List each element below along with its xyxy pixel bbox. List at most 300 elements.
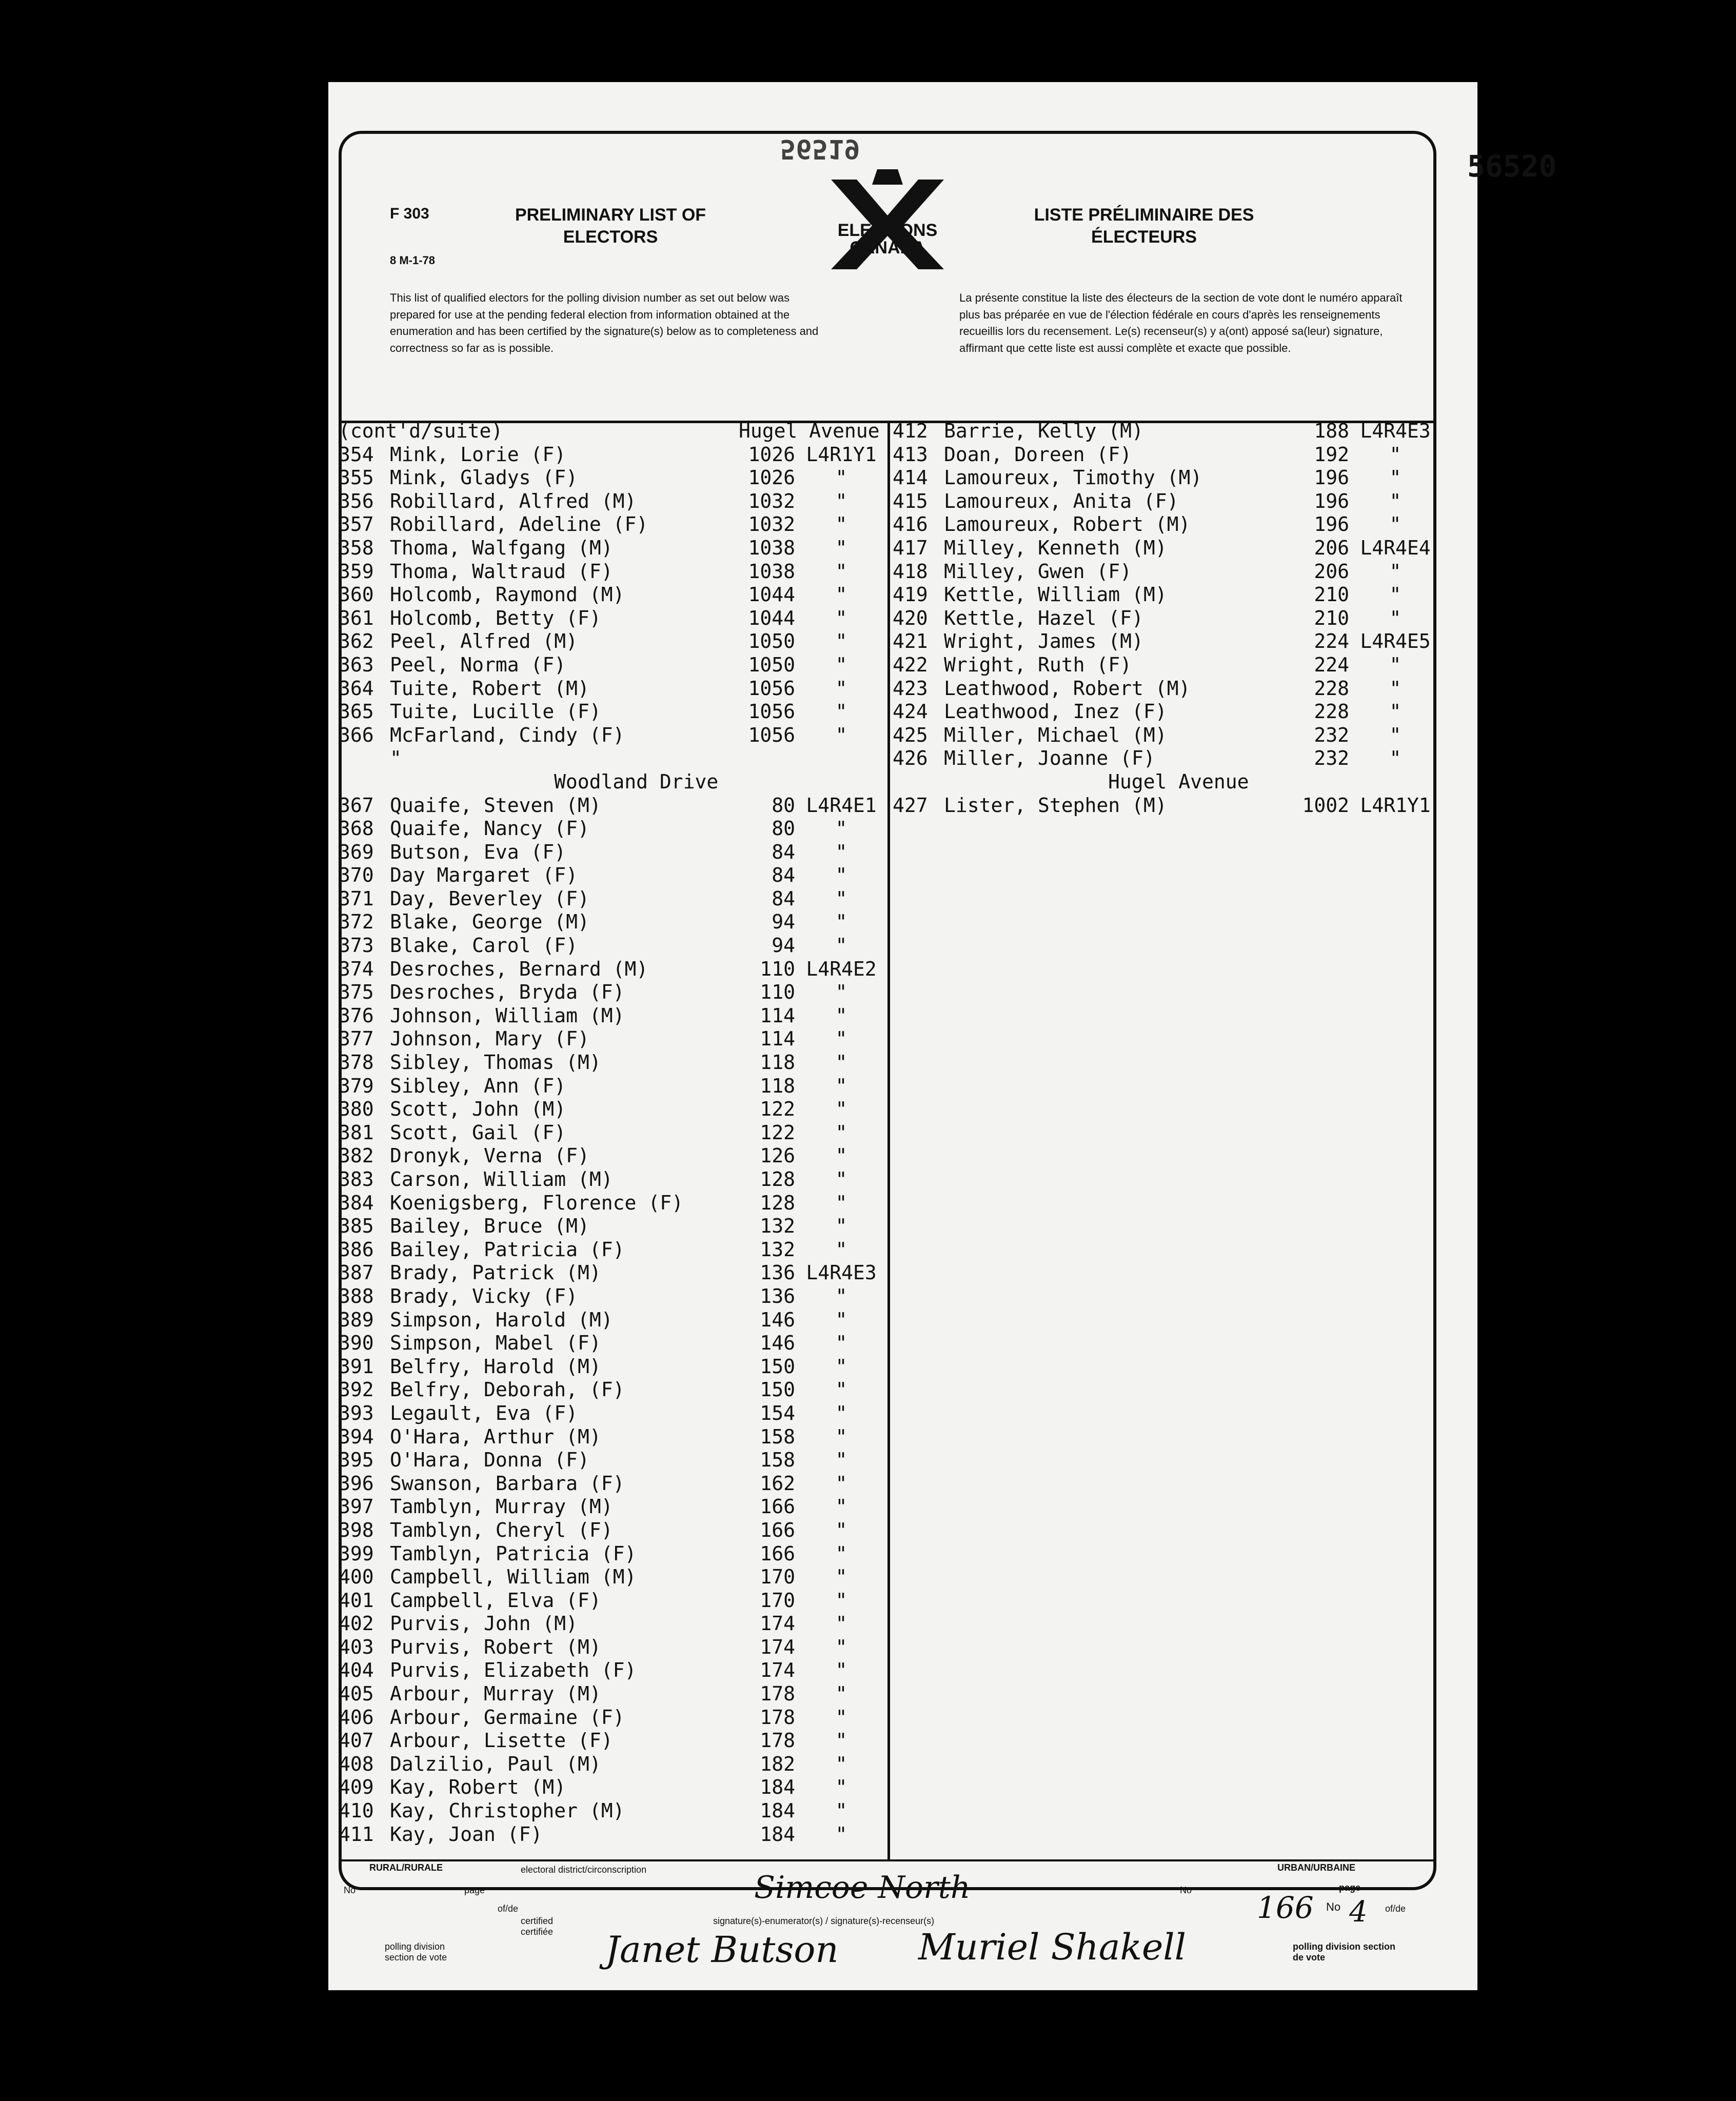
postal-code: " xyxy=(835,700,847,723)
house-number: 232 xyxy=(1314,747,1349,770)
postal-code: " xyxy=(835,1635,847,1658)
elector-name: Blake, Carol (F) xyxy=(390,934,578,957)
elector-number: 414 xyxy=(893,466,928,489)
postal-code: L4R1Y1 xyxy=(806,443,877,466)
postal-code: " xyxy=(835,1822,847,1846)
postal-code: " xyxy=(835,630,847,653)
postal-code: " xyxy=(835,653,847,676)
elector-name: Arbour, Germaine (F) xyxy=(390,1706,625,1729)
elector-name: Tamblyn, Cheryl (F) xyxy=(390,1518,613,1541)
elector-row xyxy=(893,607,1436,630)
elector-row xyxy=(339,1309,883,1332)
elector-number: 409 xyxy=(339,1776,374,1799)
house-number: 128 xyxy=(760,1191,795,1214)
elector-number: 383 xyxy=(339,1168,374,1191)
elector-name: Mink, Gladys (F) xyxy=(390,466,578,489)
elector-name: Campbell, William (M) xyxy=(390,1565,637,1589)
postal-code: " xyxy=(835,583,847,606)
elector-row xyxy=(339,1823,883,1847)
rural-label: RURAL/RURALE xyxy=(369,1862,443,1873)
house-number: 162 xyxy=(760,1472,795,1495)
elector-row xyxy=(339,653,883,677)
house-number: 1056 xyxy=(748,677,795,700)
house-number: 1050 xyxy=(748,653,795,676)
house-number: 84 xyxy=(772,887,795,910)
elector-row xyxy=(339,1285,883,1309)
elector-name: Scott, Gail (F) xyxy=(390,1121,566,1144)
house-number: 126 xyxy=(760,1144,795,1167)
elector-name: Arbour, Lisette (F) xyxy=(390,1729,613,1752)
house-number: 224 xyxy=(1314,630,1349,653)
house-number: 1038 xyxy=(748,560,795,583)
certified-label: certified certifiée xyxy=(521,1916,554,1937)
elector-row xyxy=(339,1027,883,1051)
house-number: 122 xyxy=(760,1098,795,1121)
house-number: 128 xyxy=(760,1168,795,1191)
polling-number: 166 xyxy=(1257,1890,1314,1925)
postal-code: " xyxy=(835,1682,847,1706)
elector-name: Johnson, Mary (F) xyxy=(390,1027,589,1050)
elector-name: Quaife, Nancy (F) xyxy=(390,817,589,840)
elector-number: 387 xyxy=(339,1261,374,1284)
elector-name: Desroches, Bernard (M) xyxy=(390,957,648,980)
postal-code: " xyxy=(835,1238,847,1261)
elector-number: 386 xyxy=(339,1238,374,1261)
house-number: 1044 xyxy=(748,606,795,629)
postal-code: " xyxy=(835,864,847,887)
house-number: 1056 xyxy=(748,723,795,746)
postal-code: " xyxy=(835,1004,847,1027)
elector-row xyxy=(893,630,1436,653)
house-number: 94 xyxy=(772,910,795,934)
postal-code: " xyxy=(835,910,847,934)
postal-code: " xyxy=(835,1518,847,1541)
postal-code: " xyxy=(835,1589,847,1612)
house-number: 1056 xyxy=(748,700,795,723)
elector-number: 367 xyxy=(339,794,374,817)
postal-code: " xyxy=(1389,653,1402,676)
elector-number: 406 xyxy=(339,1706,374,1729)
elector-number: 388 xyxy=(339,1284,374,1307)
elector-name: Lamoureux, Anita (F) xyxy=(944,489,1179,512)
elector-name: Carson, William (M) xyxy=(390,1168,613,1191)
elector-row xyxy=(339,1378,883,1402)
elector-number: 400 xyxy=(339,1565,374,1589)
house-number: 114 xyxy=(760,1004,795,1027)
elector-number: 365 xyxy=(339,700,374,723)
elector-number: 402 xyxy=(339,1612,374,1635)
elector-number: 369 xyxy=(339,840,374,863)
elector-name: Miller, Michael (M) xyxy=(944,723,1167,746)
elector-number: 385 xyxy=(339,1215,374,1238)
elector-row xyxy=(893,490,1436,513)
elector-name: Milley, Kenneth (M) xyxy=(944,536,1167,559)
signature-label: signature(s)-enumerator(s) / signature(s)-recenseur(s) xyxy=(713,1916,935,1926)
house-number: 192 xyxy=(1314,443,1349,466)
postal-code: L4R4E1 xyxy=(806,794,877,817)
elector-row xyxy=(339,1449,883,1472)
elector-row xyxy=(339,1589,883,1613)
elector-number: 354 xyxy=(339,443,374,466)
elector-number: 362 xyxy=(339,630,374,653)
house-number: 154 xyxy=(760,1401,795,1424)
elector-name: Tuite, Lucille (F) xyxy=(390,700,601,723)
elector-row xyxy=(339,1542,883,1566)
postal-code: " xyxy=(835,1191,847,1214)
house-number: 188 xyxy=(1314,420,1349,442)
elector-row xyxy=(893,513,1436,537)
elector-row xyxy=(339,770,883,794)
elector-name: Purvis, Robert (M) xyxy=(390,1635,601,1658)
elector-row xyxy=(339,1495,883,1519)
elector-number: 420 xyxy=(893,606,928,629)
elector-number: 427 xyxy=(893,794,928,817)
postal-code: " xyxy=(835,1799,847,1822)
elector-row xyxy=(339,1776,883,1799)
house-number: 210 xyxy=(1314,583,1349,606)
house-number: 178 xyxy=(760,1682,795,1706)
elector-row xyxy=(339,490,883,513)
elector-number: 412 xyxy=(893,420,928,442)
house-number: 232 xyxy=(1314,723,1349,746)
postal-code: " xyxy=(1389,723,1402,746)
postal-code: " xyxy=(835,536,847,559)
postal-code: " xyxy=(835,1051,847,1074)
house-number: 158 xyxy=(760,1449,795,1472)
house-number: 132 xyxy=(760,1215,795,1238)
postal-code: L4R4E5 xyxy=(1360,630,1431,653)
house-number: 196 xyxy=(1314,513,1349,536)
elector-row xyxy=(339,1706,883,1730)
elector-number: 398 xyxy=(339,1518,374,1541)
elector-name: McFarland, Cindy (F) xyxy=(390,723,625,746)
elector-name: Bailey, Bruce (M) xyxy=(390,1215,589,1238)
house-number: 136 xyxy=(760,1284,795,1307)
postal-code: L4R4E2 xyxy=(806,957,877,980)
elector-name: Brady, Vicky (F) xyxy=(390,1284,578,1307)
elector-row xyxy=(893,700,1436,724)
elector-name: Peel, Norma (F) xyxy=(390,653,566,676)
elector-name: Kay, Joan (F) xyxy=(390,1822,543,1846)
house-number: 170 xyxy=(760,1565,795,1589)
elector-row xyxy=(339,1565,883,1589)
elector-row xyxy=(339,958,883,981)
elector-row xyxy=(339,724,883,747)
elector-row xyxy=(893,560,1436,584)
house-number: 184 xyxy=(760,1822,795,1846)
house-number: 80 xyxy=(772,794,795,817)
elector-name: Desroches, Bryda (F) xyxy=(390,981,625,1004)
elector-row xyxy=(339,1519,883,1542)
elector-name: Kay, Christopher (M) xyxy=(390,1799,625,1822)
elector-row xyxy=(339,700,883,724)
elector-row xyxy=(339,1636,883,1659)
elector-number: 380 xyxy=(339,1098,374,1121)
elector-number: (cont'd/suite) xyxy=(339,420,503,442)
elector-row xyxy=(339,1168,883,1192)
elector-name: Tuite, Robert (M) xyxy=(390,677,589,700)
house-number: 228 xyxy=(1314,677,1349,700)
postal-code: " xyxy=(835,723,847,746)
elector-number: 358 xyxy=(339,536,374,559)
elector-name: Thoma, Walfgang (M) xyxy=(390,536,613,559)
elector-name: Lamoureux, Robert (M) xyxy=(944,513,1191,536)
elector-name: Sibley, Thomas (M) xyxy=(390,1051,601,1074)
elector-number: 403 xyxy=(339,1635,374,1658)
elector-number: 363 xyxy=(339,653,374,676)
elector-name: Purvis, Elizabeth (F) xyxy=(390,1659,637,1682)
elector-row xyxy=(893,794,1436,818)
elector-row xyxy=(893,537,1436,560)
of-label-rural: of/de xyxy=(498,1904,519,1914)
district-value: Simcoe North xyxy=(754,1870,971,1906)
house-number: 174 xyxy=(760,1635,795,1658)
house-number: 184 xyxy=(760,1799,795,1822)
house-number: 206 xyxy=(1314,536,1349,559)
elector-name: Johnson, William (M) xyxy=(390,1004,625,1027)
elector-number: 374 xyxy=(339,957,374,980)
elector-name: Barrie, Kelly (M) xyxy=(944,420,1143,442)
elector-name: Doan, Doreen (F) xyxy=(944,443,1132,466)
elector-row xyxy=(339,1004,883,1028)
elector-number: 397 xyxy=(339,1495,374,1518)
elector-row xyxy=(893,653,1436,677)
postal-code: " xyxy=(835,489,847,512)
elector-row xyxy=(339,1261,883,1285)
elector-name: Day Margaret (F) xyxy=(390,864,578,887)
postal-code: " xyxy=(835,1308,847,1331)
house-number: 166 xyxy=(760,1495,795,1518)
postal-code: L4R4E3 xyxy=(1360,420,1431,442)
postal-code: " xyxy=(835,677,847,700)
elector-name: Campbell, Elva (F) xyxy=(390,1589,601,1612)
house-number: 170 xyxy=(760,1589,795,1612)
house-number: 158 xyxy=(760,1425,795,1448)
elector-row xyxy=(339,1472,883,1496)
elector-number: 378 xyxy=(339,1051,374,1074)
elector-number: 419 xyxy=(893,583,928,606)
elector-number: 407 xyxy=(339,1729,374,1752)
elector-name: Kay, Robert (M) xyxy=(390,1776,566,1799)
elector-number: 399 xyxy=(339,1542,374,1565)
house-number: 174 xyxy=(760,1659,795,1682)
no-label: No xyxy=(344,1885,356,1895)
house-number: Hugel Avenue xyxy=(739,420,880,442)
elector-name: Brady, Patrick (M) xyxy=(390,1261,601,1284)
elector-row xyxy=(339,1355,883,1379)
house-number: 206 xyxy=(1314,560,1349,583)
postal-code: " xyxy=(835,1168,847,1191)
elector-row xyxy=(339,1098,883,1121)
elector-name: Kettle, Hazel (F) xyxy=(944,606,1143,629)
elector-number: 418 xyxy=(893,560,928,583)
elector-number: 357 xyxy=(339,513,374,536)
elector-name: Bailey, Patricia (F) xyxy=(390,1238,625,1261)
elector-row xyxy=(339,537,883,560)
house-number: 228 xyxy=(1314,700,1349,723)
elector-row xyxy=(339,1215,883,1238)
elector-row xyxy=(339,1075,883,1098)
house-number: 184 xyxy=(760,1776,795,1799)
postal-code: " xyxy=(1389,583,1402,606)
elector-row xyxy=(893,677,1436,701)
postal-code: " xyxy=(835,1425,847,1448)
elector-name: Scott, John (M) xyxy=(390,1098,566,1121)
elector-name: Holcomb, Raymond (M) xyxy=(390,583,625,606)
elector-number: 373 xyxy=(339,934,374,957)
elector-row xyxy=(339,1799,883,1823)
elector-row xyxy=(339,443,883,467)
house-number: 132 xyxy=(760,1238,795,1261)
house-number: 1038 xyxy=(748,536,795,559)
elector-row xyxy=(339,1402,883,1425)
elector-name: Robillard, Adeline (F) xyxy=(390,513,648,536)
postal-code: " xyxy=(1389,513,1402,536)
elector-number: 394 xyxy=(339,1425,374,1448)
postal-code: L4R4E3 xyxy=(806,1261,877,1284)
elector-name: Arbour, Murray (M) xyxy=(390,1682,601,1706)
postal-code: " xyxy=(1389,606,1402,629)
house-number: 84 xyxy=(772,840,795,863)
postal-code: " xyxy=(835,1332,847,1355)
elector-row xyxy=(893,466,1436,490)
page-label: page xyxy=(464,1885,485,1895)
elector-number: 384 xyxy=(339,1191,374,1214)
elector-number: 411 xyxy=(339,1822,374,1846)
street-heading: Hugel Avenue xyxy=(1108,770,1249,793)
postal-code: " xyxy=(835,1542,847,1565)
elector-number: 355 xyxy=(339,466,374,489)
elector-row xyxy=(339,1332,883,1355)
postal-code: " xyxy=(835,1449,847,1472)
elector-name: O'Hara, Donna (F) xyxy=(390,1449,589,1472)
postal-code: " xyxy=(835,887,847,910)
elector-row xyxy=(339,1682,883,1706)
house-number: 174 xyxy=(760,1612,795,1635)
postal-code: " xyxy=(835,606,847,629)
elector-number: 359 xyxy=(339,560,374,583)
elector-number: 379 xyxy=(339,1074,374,1097)
house-number: 1026 xyxy=(748,466,795,489)
elector-name: Blake, George (M) xyxy=(390,910,589,934)
elector-name: Tamblyn, Patricia (F) xyxy=(390,1542,637,1565)
elector-name: Simpson, Mabel (F) xyxy=(390,1332,601,1355)
elector-number: 413 xyxy=(893,443,928,466)
postal-code: " xyxy=(835,1121,847,1144)
elector-list-left xyxy=(339,420,883,1846)
postal-code: " xyxy=(835,817,847,840)
house-number: 210 xyxy=(1314,606,1349,629)
elector-row xyxy=(339,794,883,818)
elector-name: Robillard, Alfred (M) xyxy=(390,489,637,512)
postal-code: " xyxy=(835,1284,847,1307)
elector-name: Milley, Gwen (F) xyxy=(944,560,1132,583)
elector-number: 425 xyxy=(893,723,928,746)
elector-number: 377 xyxy=(339,1027,374,1050)
elector-row xyxy=(339,1612,883,1636)
elector-row xyxy=(339,864,883,887)
elector-name: Dronyk, Verna (F) xyxy=(390,1144,589,1167)
postal-code: " xyxy=(835,1752,847,1775)
house-number: 150 xyxy=(760,1355,795,1378)
elector-name: Simpson, Harold (M) xyxy=(390,1308,613,1331)
elector-name: Kettle, William (M) xyxy=(944,583,1167,606)
elector-list-right xyxy=(893,420,1436,817)
postal-code: " xyxy=(835,1565,847,1589)
elector-number: 356 xyxy=(339,489,374,512)
page-number: 4 xyxy=(1349,1895,1368,1929)
house-number: 1032 xyxy=(748,513,795,536)
title-english: PRELIMINARY LIST OF ELECTORS xyxy=(515,205,706,247)
elector-name: Miller, Joanne (F) xyxy=(944,747,1155,770)
elector-number: 360 xyxy=(339,583,374,606)
no-label-urban: No xyxy=(1180,1885,1192,1895)
elector-number: 390 xyxy=(339,1332,374,1355)
postal-code: " xyxy=(835,1472,847,1495)
house-number: 80 xyxy=(772,817,795,840)
elector-row xyxy=(339,420,883,443)
elector-row xyxy=(893,770,1436,794)
postal-code: L4R4E4 xyxy=(1360,536,1431,559)
house-number: 110 xyxy=(760,981,795,1004)
polling-label-rural: polling division section de vote xyxy=(385,1941,447,1963)
elector-row xyxy=(893,724,1436,747)
elector-number: 404 xyxy=(339,1659,374,1682)
elector-number: 391 xyxy=(339,1355,374,1378)
elector-name: Lister, Stephen (M) xyxy=(944,794,1167,817)
postal-code: " xyxy=(835,1215,847,1238)
postal-code: " xyxy=(1389,443,1402,466)
postal-code: " xyxy=(835,1495,847,1518)
elector-row xyxy=(339,887,883,911)
elector-number: 401 xyxy=(339,1589,374,1612)
elector-name: Lamoureux, Timothy (M) xyxy=(944,466,1202,489)
elector-number: 421 xyxy=(893,630,928,653)
postal-code: " xyxy=(1389,466,1402,489)
house-number: 118 xyxy=(760,1074,795,1097)
elector-row xyxy=(339,607,883,630)
elector-row xyxy=(339,747,883,770)
postal-code: " xyxy=(835,560,847,583)
elector-row xyxy=(893,420,1436,443)
elector-name: Thoma, Waltraud (F) xyxy=(390,560,613,583)
house-number: 146 xyxy=(760,1308,795,1331)
postal-code: " xyxy=(835,934,847,957)
house-number: 1002 xyxy=(1302,794,1349,817)
elector-row xyxy=(339,1238,883,1262)
postal-code: " xyxy=(835,1706,847,1729)
postal-code: " xyxy=(835,1776,847,1799)
house-number: 166 xyxy=(760,1518,795,1541)
elector-name: Koenigsberg, Florence (F) xyxy=(390,1191,683,1214)
elector-name: Day, Beverley (F) xyxy=(390,887,589,910)
elector-row xyxy=(339,1121,883,1145)
elector-number: 372 xyxy=(339,910,374,934)
signature-one: Janet Butson xyxy=(605,1929,839,1971)
postal-code: " xyxy=(1389,489,1402,512)
logo-text: ELECTIONS CANADA xyxy=(837,221,938,257)
house-number: 178 xyxy=(760,1729,795,1752)
elector-row xyxy=(339,981,883,1004)
house-number: 1026 xyxy=(748,443,795,466)
elector-row xyxy=(339,1144,883,1168)
elector-number: 389 xyxy=(339,1308,374,1331)
elector-row xyxy=(339,466,883,490)
elector-row xyxy=(339,513,883,537)
signature-two: Muriel Shakell xyxy=(918,1926,1187,1968)
elector-name: Peel, Alfred (M) xyxy=(390,630,578,653)
elector-number: 396 xyxy=(339,1472,374,1495)
